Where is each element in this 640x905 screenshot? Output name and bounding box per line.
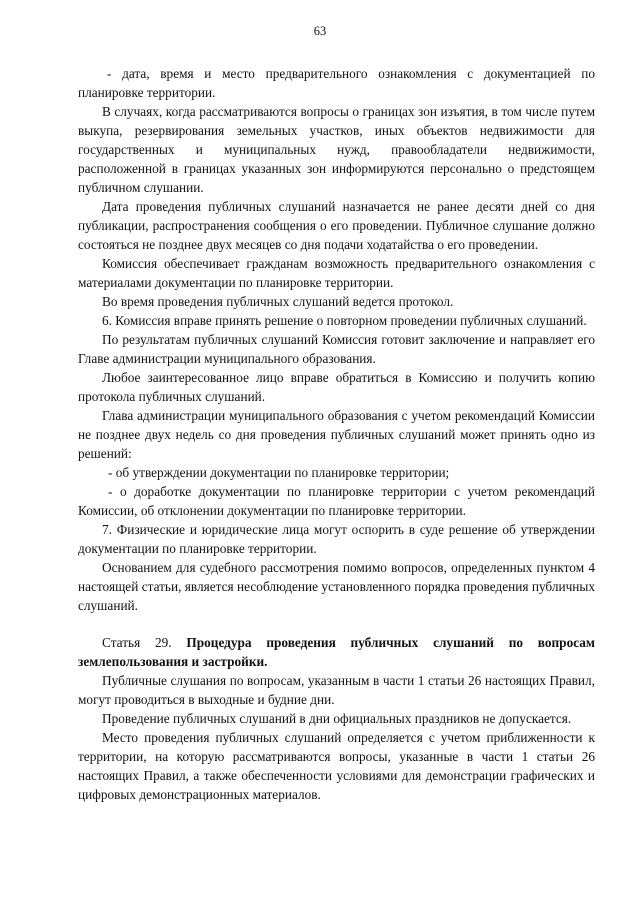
article-label: Статья 29.: [102, 635, 172, 650]
paragraph: Проведение публичных слушаний в дни официальных праздников не допускается.: [102, 711, 572, 726]
document-body: [78, 64, 595, 804]
paragraph: 6. Комиссия вправе принять решение о повторном проведении публичных слушаний.: [102, 313, 587, 328]
list-item: - о доработке документации по планировке территории с учетом рекомендаций Комиссии, об отклонении документации по планировке территории.: [78, 484, 595, 518]
article-title: Процедура проведения публичных слушаний по вопросам землепользования и застройки.: [78, 635, 595, 669]
paragraph: Место проведения публичных слушаний определяется с учетом приближенности к территории, на которую рассматриваются вопросы, указанные в части 1 статьи 26 настоящих Правил, а также обеспеченности условиями для демонстрации графических и цифровых демонстрационных материалов.: [78, 730, 595, 802]
paragraph: В случаях, когда рассматриваются вопросы о границах зон изъятия, в том числе путем выкупа, резервирования земельных участков, иных объектов недвижимости для государственных и муниципальных нужд, правообладатели недвижимости, расположенной в границах указанных зон информируются персонально о предстоящем публичном слушании.: [78, 104, 595, 195]
page-number: 63: [313, 24, 327, 38]
paragraph: Глава администрации муниципального образования с учетом рекомендаций Комиссии не позднее двух недель со дня проведения публичных слушаний может принять одно из решений:: [78, 408, 595, 461]
paragraph: Публичные слушания по вопросам, указанным в части 1 статьи 26 настоящих Правил, могут проводиться в выходные и будние дни.: [78, 673, 595, 707]
paragraph: По результатам публичных слушаний Комиссия готовит заключение и направляет его Главе администрации муниципального образования.: [78, 332, 595, 366]
article-heading: [78, 633, 595, 671]
paragraph: Во время проведения публичных слушаний ведется протокол.: [102, 294, 454, 309]
paragraph: Дата проведения публичных слушаний назначается не ранее десяти дней со дня публикации, распространения сообщения о его проведении. Публичное слушание должно состояться не позднее двух месяцев со дня подачи ходатайства о его проведении.: [78, 199, 595, 252]
paragraph: - дата, время и место предварительного ознакомления с документацией по планировке территории.: [78, 66, 595, 100]
paragraph: Комиссия обеспечивает гражданам возможность предварительного ознакомления с материалами документации по планировке территории.: [78, 256, 595, 290]
paragraph: Основанием для судебного рассмотрения помимо вопросов, определенных пунктом 4 настоящей статьи, является несоблюдение установленного порядка проведения публичных слушаний.: [78, 560, 595, 613]
paragraph: 7. Физические и юридические лица могут оспорить в суде решение об утверждении документации по планировке территории.: [78, 522, 595, 556]
paragraph: Любое заинтересованное лицо вправе обратиться в Комиссию и получить копию протокола публичных слушаний.: [78, 370, 595, 404]
list-item: - об утверждении документации по планировке территории;: [108, 465, 450, 480]
